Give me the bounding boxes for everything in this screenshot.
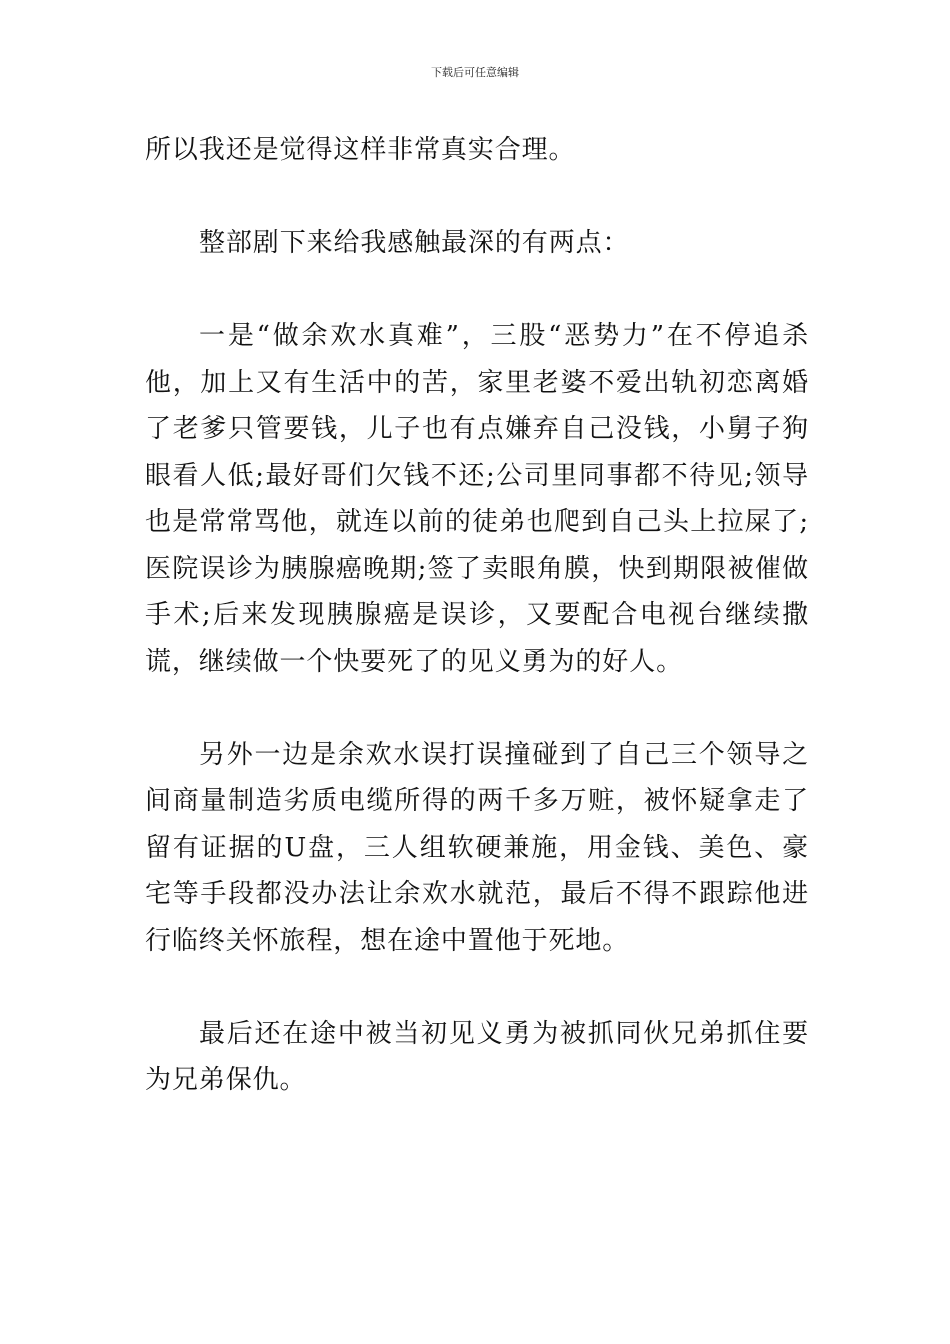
paragraph-3: 一是“做余欢水真难”，三股“恶势力”在不停追杀他，加上又有生活中的苦，家里老婆不爱出轨初恋离婚了老爹只管要钱，儿子也有点嫌弃自己没钱，小舅子狗眼看人低;最好哥们欠钱不还;公司里同事都不待见;领导也是常常骂他，就连以前的徒弟也爬到自己头上拉屎了;医院误诊为胰腺癌晚期;签了卖眼角膜，快到期限被催做手术;后来发现胰腺癌是误诊，又要配合电视台继续撒谎，继续做一个快要死了的见义勇为的好人。 [145, 321, 809, 677]
paragraph-1: 所以我还是觉得这样非常真实合理。 [145, 135, 576, 165]
page-header: 下载后可任意编辑 [431, 66, 519, 79]
document-body [145, 127, 809, 1150]
paragraph-4: 另外一边是余欢水误打误撞碰到了自己三个领导之间商量制造劣质电缆所得的两千多万赃，被怀疑拿走了留有证据的U盘，三人组软硬兼施，用金钱、美色、豪宅等手段都没办法让余欢水就范，最后不得不跟踪他进行临终关怀旅程，想在途中置他于死地。 [145, 739, 809, 956]
paragraph-2: 整部剧下来给我感触最深的有两点： [199, 228, 630, 258]
paragraph-5: 最后还在途中被当初见义勇为被抓同伙兄弟抓住要为兄弟保仇。 [145, 1018, 809, 1095]
